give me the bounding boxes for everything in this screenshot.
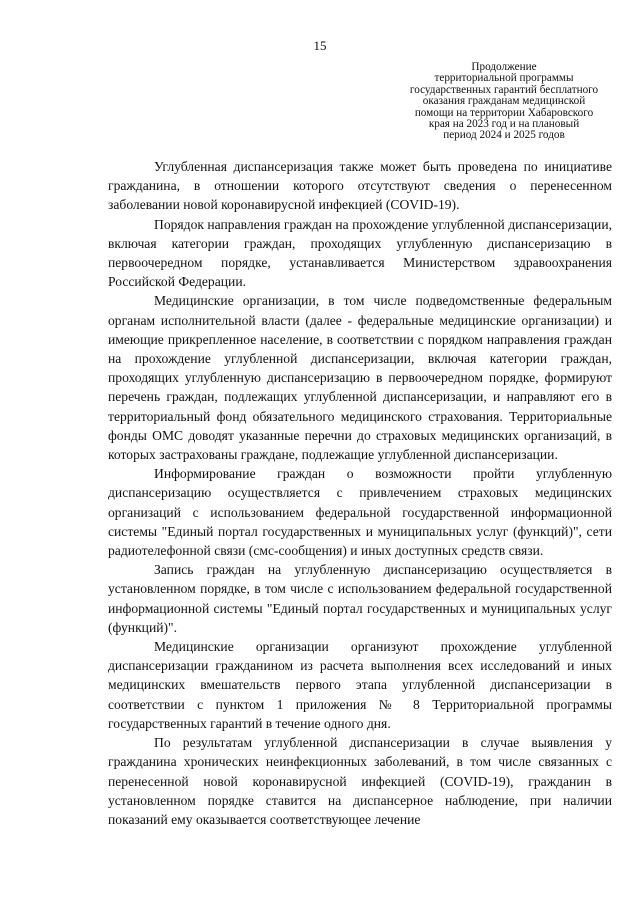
paragraph: Медицинские организации организуют прохождение углубленной диспансеризации гражданином из расчета выполнения всех исследований и иных медицинских вмешательств первого этапа углубленной диспансеризации в соответствии с пунктом 1 приложения № 8 Территориальной программы государственных гарантий в течение одного дня. bbox=[108, 639, 612, 731]
document-body bbox=[108, 157, 612, 829]
paragraph: Медицинские организации, в том числе подведомственные федеральным органам исполнительной власти (далее - федеральные медицинские организации) и имеющие прикрепленное население, в соответствии с порядком направления граждан на прохождение углубленной диспансеризации, включая категории граждан, проходящих углубленную диспансеризацию в первоочередном порядке, формируют перечень граждан, подлежащих углубленной диспансеризации, и направляют его в территориальный фонд обязательного медицинского страхования. Территориальные фонды ОМС доводят указанные перечни до страховых медицинских организаций, в которых застрахованы граждане, подлежащие углубленной диспансеризации. bbox=[108, 293, 612, 463]
header-line: края на 2023 год и на плановый bbox=[428, 118, 580, 131]
header-line: Продолжение bbox=[471, 61, 537, 73]
paragraph: Порядок направления граждан на прохождение углубленной диспансеризации, включая категории граждан, проходящих углубленную диспансеризацию в первоочередном порядке, устанавливается Министерством здравоохранения Российской Федерации. bbox=[108, 216, 612, 290]
page-number: 15 bbox=[313, 38, 327, 53]
header-line: государственных гарантий бесплатного bbox=[409, 83, 599, 96]
paragraph: Запись граждан на углубленную диспансеризацию осуществляется в установленном порядке, в том числе с использованием федеральной государственной информационной системы "Единый портал государственных и муниципальных услуг (функций)". bbox=[108, 562, 612, 635]
paragraph: Информирование граждан о возможности пройти углубленную диспансеризацию осуществляется с привлечением страховых медицинских организаций с использованием федеральной государственной информационной системы "Единый портал государственных и муниципальных услуг (функций)", сети радиотелефонной связи (смс-сообщения) и иных доступных средств связи. bbox=[108, 466, 612, 559]
paragraph: По результатам углубленной диспансеризации в случае выявления у гражданина хронических неинфекционных заболеваний, в том числе связанных с перенесенной новой коронавирусной инфекцией (COVID-19), гражданин в установленном порядке ставится на диспансерное наблюдение, при наличии показаний ему оказывается соответствующее лечение bbox=[108, 735, 612, 827]
header-line: территориальной программы bbox=[434, 72, 574, 85]
header-line: оказания гражданам медицинской bbox=[422, 95, 586, 108]
header-line: помощи на территории Хабаровского bbox=[414, 106, 594, 119]
header-line: период 2024 и 2025 годов bbox=[443, 129, 565, 142]
document-header bbox=[376, 62, 632, 142]
paragraph: Углубленная диспансеризация также может быть проведена по инициативе гражданина, в отношении которого отсутствуют сведения о перенесенном заболевании новой коронавирусной инфекцией (COVID-19). bbox=[108, 159, 612, 213]
